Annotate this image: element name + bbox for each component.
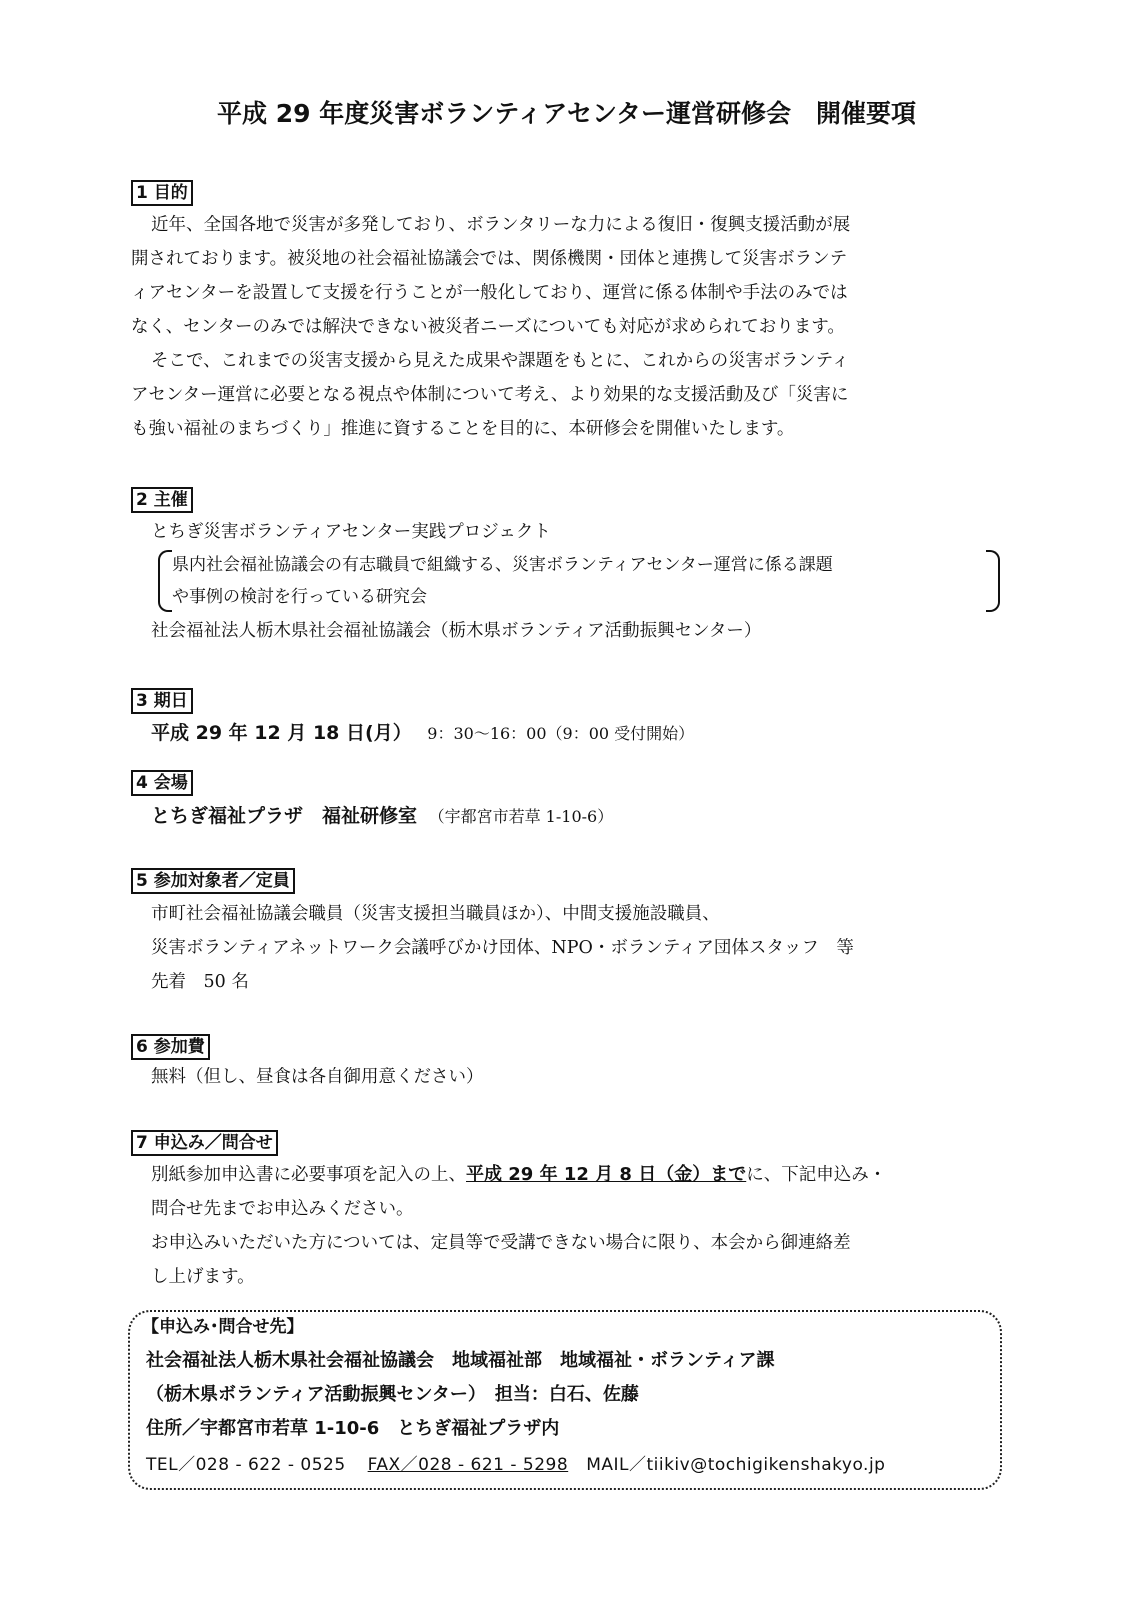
event-time: 9：30～16：00（9：00 受付開始） [427,724,695,743]
contact-address: 住所／宇都宮市若草 1-10-6 とちぎ福祉プラザ内 [146,1418,560,1439]
organizer-note-line-2: や事例の検討を行っている研究会 [172,587,427,607]
section-1-line-5: そこで、これまでの災害支援から見えた成果や課題をもとに、これからの災害ボランティ [151,351,850,371]
section-7-heading: 7 申込み／問合せ [131,1130,278,1156]
application-line-1-pre: 別紙参加申込書に必要事項を記入の上、 [151,1165,466,1185]
section-1-line-7: も強い福祉のまちづくり」推進に資することを目的に、本研修会を開催いたします。 [131,419,795,439]
bracket-left [158,550,172,612]
application-deadline: 平成 29 年 12 月 8 日（金）まで [466,1164,747,1185]
section-1-line-2: 開されております。被災地の社会福祉協議会では、関係機関・団体と連携して災害ボランテ [131,249,848,269]
contact-mail: MAIL／tiikiv@tochigikenshakyo.jp [586,1455,886,1475]
event-venue-line [151,799,613,834]
section-1-line-1: 近年、全国各地で災害が多発しており、ボランタリーな力による復旧・復興支援活動が展 [151,215,851,235]
section-4-heading: 4 会場 [131,770,193,796]
contact-heading: 【申込み･問合せ先】 [142,1317,304,1337]
event-address: （宇都宮市若草 1-10-6） [428,807,614,826]
section-1-line-3: ィアセンターを設置して支援を行うことが一般化しており、運営に係る体制や手法のみでは [131,283,848,303]
event-date: 平成 29 年 12 月 18 日(月） [151,722,412,744]
application-line-3: お申込みいただいた方については、定員等で受講できない場合に限り、本会から御連絡差 [151,1233,851,1253]
contact-center: （栃木県ボランティア活動振興センター） 担当：白石、佐藤 [146,1384,639,1405]
application-line-1 [151,1158,886,1192]
section-1-line-4: なく、センターのみでは解決できない被災者ニーズについても対応が求められております。 [131,317,845,337]
participants-line-1: 市町社会福祉協議会職員（災害支援担当職員ほか）、中間支援施設職員、 [151,904,720,924]
application-line-1-post: に、下記申込み・ [746,1165,887,1185]
section-1-line-6: アセンター運営に必要となる視点や体制について考え、より効果的な支援活動及び「災害に [131,385,849,405]
section-5-heading: 5 参加対象者／定員 [131,868,295,894]
fee-line: 無料（但し、昼食は各自御用意ください） [151,1067,484,1087]
organizer-1: とちぎ災害ボランティアセンター実践プロジェクト [151,522,551,542]
application-line-4: し上げます。 [151,1267,255,1287]
section-1-heading: 1 目的 [131,180,193,206]
contact-numbers [146,1450,885,1480]
document-title: 平成 29 年度災害ボランティアセンター運営研修会 開催要項 [217,99,916,128]
participants-line-2: 災害ボランティアネットワーク会議呼びかけ団体、NPO・ボランティア団体スタッフ 等 [151,938,854,958]
organizer-note-line-1: 県内社会福祉協議会の有志職員で組織する、災害ボランティアセンター運営に係る課題 [172,555,833,575]
event-venue: とちぎ福祉プラザ 福祉研修室 [151,805,418,827]
contact-fax: FAX／028 - 621 - 5298 [367,1455,569,1475]
application-line-2: 問合せ先までお申込みください。 [151,1199,414,1219]
section-2-heading: 2 主催 [131,487,193,513]
contact-organization: 社会福祉法人栃木県社会福祉協議会 地域福祉部 地域福祉・ボランティア課 [146,1350,775,1371]
bracket-right [986,550,1000,612]
capacity: 先着 50 名 [151,972,249,992]
contact-tel: TEL／028 - 622 - 0525 [146,1455,346,1475]
organizer-2: 社会福祉法人栃木県社会福祉協議会（栃木県ボランティア活動振興センター） [151,621,762,641]
event-datetime [151,716,694,751]
section-3-heading: 3 期日 [131,688,193,714]
section-6-heading: 6 参加費 [131,1034,210,1060]
